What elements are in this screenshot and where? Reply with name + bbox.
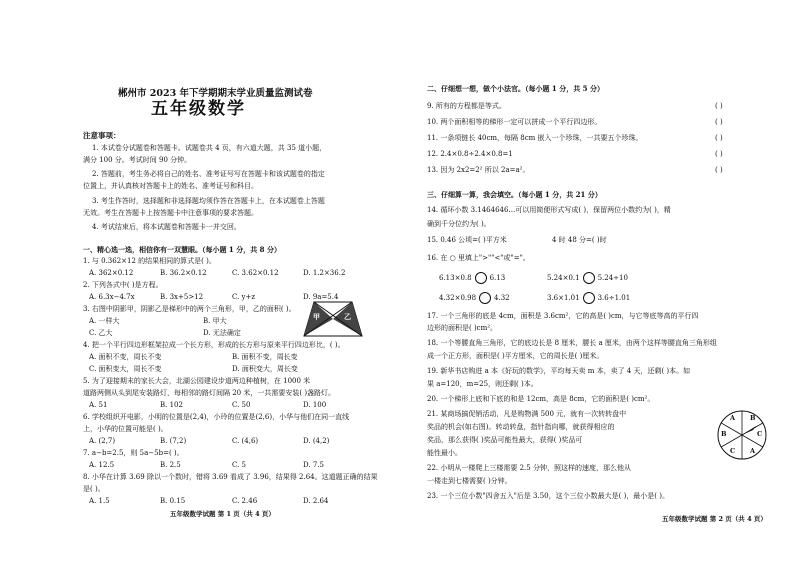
q9: 9. 所有的方程都是等式。	[427, 102, 506, 110]
q6-option-d: D. (4,2)	[303, 437, 330, 445]
q4-option-c: C. 面积变大，周长不变	[89, 365, 162, 373]
q21: 21. 某商场搞促销活动，凡是购物满 500 元，就有一次转转盘中	[427, 410, 627, 418]
spinner-label: A	[730, 414, 736, 422]
q4-option-d: D. 面积变大，周长变	[232, 365, 298, 373]
q2-option-c: C. y+z	[232, 293, 256, 301]
q8-stem-2: 是( )。	[83, 485, 105, 493]
q16: 16. 在 ○ 里填上">""<"或"="。	[427, 254, 530, 262]
figure-label-yi: 乙	[344, 312, 351, 321]
section2-title: 二、仔细想一想，做个小法官。（每小题 1 分，共 5 分）	[427, 84, 604, 93]
q3-stem: 3. 右图中阴影甲，阴影乙是梯形中的两个三角形，甲，乙的面积( )。	[83, 305, 296, 313]
q22-line2: 一楼走到七楼需要( )分钟。	[427, 477, 512, 485]
q16-expr: 3.6×1.01	[547, 294, 580, 302]
spinner-label: B	[721, 430, 727, 438]
q14-line2: 确到千分位约为( )。	[427, 220, 491, 228]
q16-expr: 5.24÷10	[597, 274, 628, 282]
trapezoid-figure	[302, 300, 364, 338]
note-line: 位置上，并认真核对答题卡上的姓名、准考证号和科目。	[83, 182, 258, 190]
q15-a: 15. 0.46 公顷=( )平方米	[427, 236, 507, 244]
q6-stem-2: 上，小华的位置可能是( )。	[83, 425, 168, 433]
q18-line2: 成一个正方形，面积是( )平方厘米，它的周长是( )厘米。	[427, 352, 604, 360]
exam-title: 郴州市 2023 年下学期期末学业质量监测试卷	[118, 88, 313, 99]
q1-option-b: B. 36.2×0.12	[160, 269, 207, 277]
q18: 18. 一个等腰直角三角形，它的底边长是 8 厘米，腰长 a 厘米，由两个这样等腰直角三角形组	[427, 339, 717, 347]
compare-circle[interactable]	[479, 292, 491, 304]
q9-answer-paren: ( )	[715, 102, 723, 110]
notes-heading: 注意事项：	[83, 131, 121, 140]
q16-expr: 6.13	[489, 274, 506, 282]
q20: 20. 一个梯形上底和下底的和是 12cm，高是 8cm，它的面积是( )cm²。	[427, 395, 655, 403]
q2-option-d: D. 9a=5.4	[303, 293, 339, 301]
q5-option-a: A. 51	[89, 401, 108, 409]
q12-answer-paren: ( )	[715, 150, 723, 158]
q14: 14. 循环小数 3.1464646…可以用简便形式写成( )，保留两位小数约为( )，精	[427, 206, 671, 214]
q6-stem: 6. 学校组织开电影，小明的位置是(2,4)，小玲的位置是(2,6)，小华与他们在同一直线	[83, 413, 350, 421]
q19: 19. 新华书店购进 a 本《好玩的数学》，平均每天卖 m 本，卖了 4 天，还剩( )本。如	[427, 367, 691, 375]
q16-row2-left	[439, 292, 510, 304]
q5-stem: 5. 为了迎接期末的家长大会，北湖公园建设步道两边种植树，在 1000 米	[83, 377, 311, 385]
footer-page-2: 五年级数学试题 第 2 页（共 4 页）	[662, 515, 767, 523]
q5-option-b: B. 102	[160, 401, 183, 409]
q1-option-d: D. 1.2×36.2	[303, 269, 346, 277]
q2-stem: 2. 下列各式中( )是方程。	[83, 281, 163, 289]
q10-answer-paren: ( )	[715, 118, 723, 126]
q15-b: 4 时 48 分=( )时	[552, 236, 607, 244]
spinner-label: C	[730, 447, 736, 455]
q16-row1-right	[547, 272, 628, 284]
q16-expr: 4.32	[494, 294, 510, 302]
q12: 12. 2.4×0.8÷2.4×0.8=1	[427, 150, 513, 158]
subject-title: 五年级数学	[151, 99, 246, 119]
q3-option-b: B. 甲大	[203, 317, 227, 325]
section1-title: 一、精心选一选，相信你有一双慧眼。（每小题 1 分，共 8 分）	[83, 245, 281, 254]
q5-option-c: C. 50	[232, 401, 251, 409]
spinner-label: A	[750, 447, 756, 455]
q4-option-b: B. 面积不变，周长变	[232, 353, 298, 361]
q16-expr: 3.6÷1.01	[597, 294, 631, 302]
q5-option-d: D. 100	[303, 401, 327, 409]
q6-option-c: C. (4,6)	[232, 437, 259, 445]
q3-option-a: A. 一样大	[89, 317, 120, 325]
q23: 23. 一个三位小数"四舍五入"后是 3.50，这个三位小数最大是( )，最小是( )。	[427, 492, 669, 500]
note-line: 2. 答题前，考生务必将自己的姓名、准考证号写在答题卡和该试题卷的指定	[92, 170, 325, 178]
footer-page-1: 五年级数学试题 第 1 页（共 4 页）	[170, 510, 275, 518]
right-page	[397, 0, 794, 562]
q4-option-a: A. 面积不变，周长不变	[89, 353, 162, 361]
q4-stem: 4. 把一个平行四边形框架拉成一个长方形，形成的长方形与原来平行四边形比，( )。	[83, 341, 345, 349]
q7-stem: 7. a−b=2.5，则 5a−5b=( )。	[83, 449, 184, 457]
section3-title: 三、仔细算一算，我会填空。（每小题 1 分，共 21 分）	[427, 190, 602, 199]
q10: 10. 两个面积相等的梯形一定可以拼成一个平行四边形。	[427, 118, 602, 126]
q13-answer-paren: ( )	[715, 166, 723, 174]
q5-stem-2: 道路两侧从头到尾安装路灯，每相邻的路灯间隔 20 米，一共需要安装( )盏路灯。	[83, 389, 336, 397]
q16-row1-left	[439, 272, 505, 284]
q2-option-b: B. 3x+5>12	[160, 293, 204, 301]
q8-option-b: B. 0.15	[160, 497, 186, 505]
q1-stem: 1. 与 0.362×12 的结果相同的算式是( )。	[83, 257, 216, 265]
q2-option-a: A. 6.3x−4.7x	[89, 293, 135, 301]
q6-option-a: A. (2,7)	[89, 437, 116, 445]
q1-option-a: A. 362×0.12	[89, 269, 134, 277]
note-line: 1. 本试卷分试题卷和答题卡。试题卷共 4 页，有六道大题，共 35 道小题，	[92, 144, 327, 152]
q16-expr: 4.32×0.98	[439, 294, 477, 302]
q7-option-b: B. 2.5	[160, 461, 181, 469]
q8-option-a: A. 1.5	[89, 497, 110, 505]
q16-expr: 5.24×0.1	[547, 274, 580, 282]
q21-line2: 奖品的机会(如右图)。转动转盘，指针指向哪，就获得相应的	[427, 423, 615, 431]
q16-expr: 6.13×0.8	[439, 274, 472, 282]
q7-option-d: D. 7.5	[303, 461, 324, 469]
q1-option-c: C. 3.62×0.12	[232, 269, 279, 277]
q16-row2-right	[547, 292, 630, 304]
spinner-label: B	[750, 414, 756, 422]
compare-circle[interactable]	[583, 292, 595, 304]
q7-option-c: C. 5	[232, 461, 247, 469]
note-line: 3. 考生作答时，选择题和非选择题均须作答在答题卡上，在本试题卷上答题	[92, 197, 325, 205]
note-line: 4. 考试结束后，将本试题卷和答题卡一并交回。	[92, 223, 241, 231]
q8-option-d: D. 2.64	[303, 497, 329, 505]
q8-stem: 8. 小华在计算 3.69 除以一个数时，错将 3.69 看成了 3.96，结果得 2.64。这道题正确的结果	[83, 473, 378, 481]
q11-answer-paren: ( )	[715, 134, 723, 142]
compare-circle[interactable]	[583, 272, 595, 284]
compare-circle[interactable]	[475, 272, 487, 284]
q17-line2: 边形的面积是( )cm²。	[427, 324, 498, 332]
spinner-label: C	[757, 430, 763, 438]
q7-option-a: A. 12.5	[89, 461, 115, 469]
q3-option-d: D. 无法确定	[203, 329, 241, 337]
q8-option-c: C. 2.46	[232, 497, 258, 505]
q22: 22. 小明从一楼爬上三楼需要 2.5 分钟，照这样的速度，那么他从	[427, 464, 631, 472]
q17: 17. 一个三角形的底是 4cm，面积是 3.6cm²，它的高是( )cm，与它等底等高的平行四	[427, 312, 699, 320]
q13: 13. 因为 2x2=2² 所以 2a=a²。	[427, 166, 530, 174]
q6-option-b: B. (7,2)	[160, 437, 187, 445]
q11: 11. 一条项链长 40cm，每隔 8cm 嵌入一个珍珠，一共要五个珍珠。	[427, 134, 643, 142]
note-line: 无效。考生在答题卡上按答题卡中注意事项的要求答题。	[83, 209, 258, 217]
q3-option-c: C. 乙大	[89, 329, 113, 337]
q21-line3: 奖品，那么获得( )奖品可能性最大，获得( )奖品可	[427, 436, 583, 444]
note-line: 满分 100 分。考试时间 90 分钟。	[83, 156, 192, 164]
figure-label-jia: 甲	[313, 312, 320, 321]
q19-line2: 果 a=120，m=25，则还剩( )本。	[427, 380, 538, 388]
q21-line4: 能性最小。	[427, 449, 462, 457]
